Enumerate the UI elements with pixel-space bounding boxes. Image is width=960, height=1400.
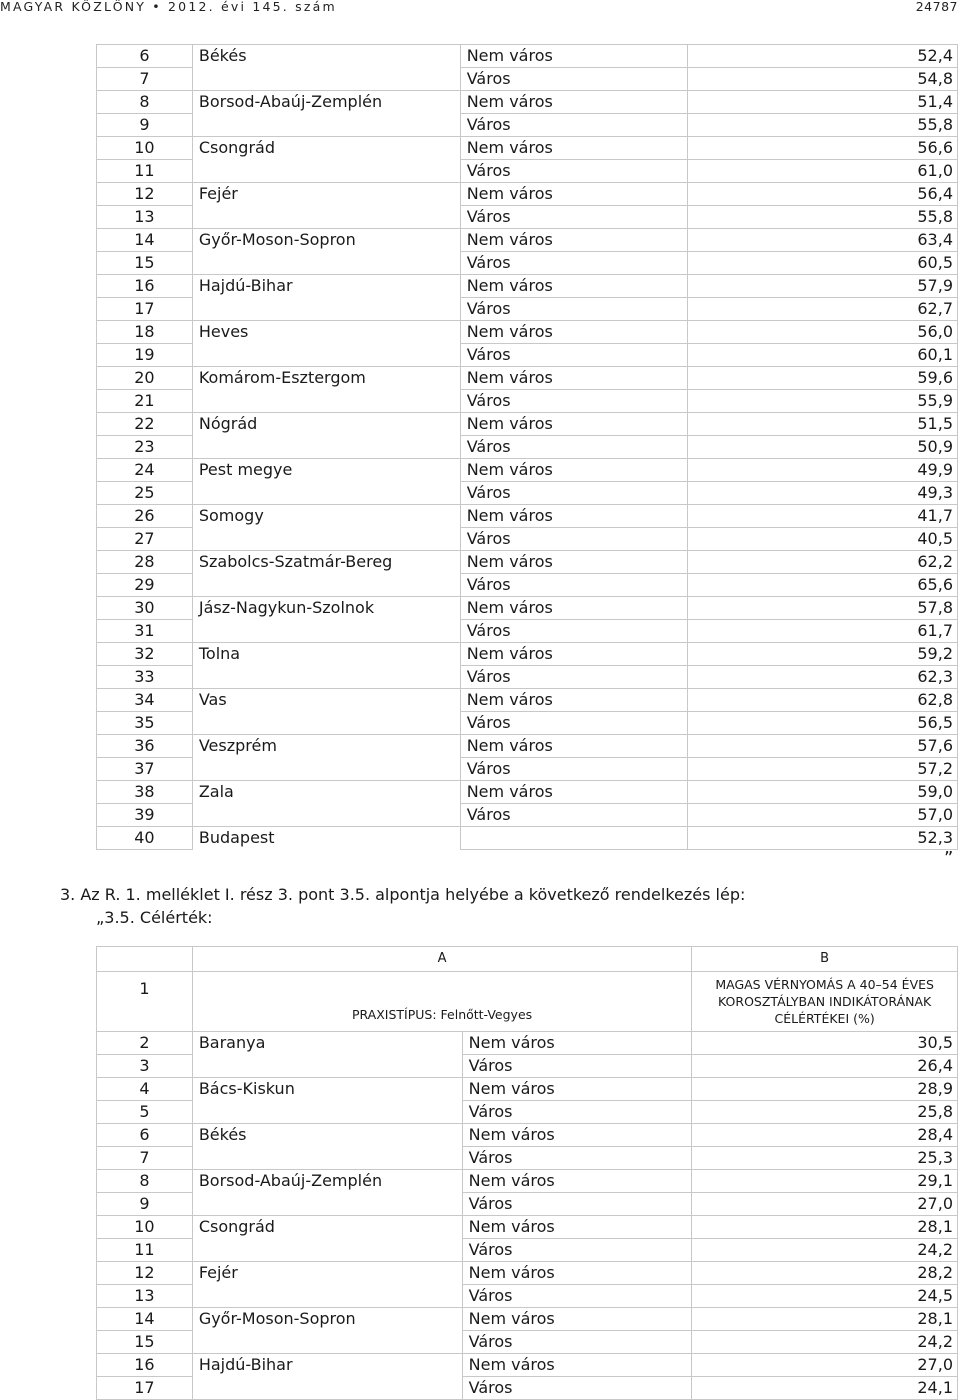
county-cell: Nógrád (192, 413, 460, 436)
county-cell: Hajdú-Bihar (192, 1354, 462, 1377)
value-cell: 24,1 (692, 1377, 958, 1400)
settlement-type-cell: Nem város (462, 1124, 692, 1147)
table-row (97, 1147, 958, 1170)
county-cell (192, 1285, 462, 1308)
table-row (97, 436, 958, 459)
page-header (0, 0, 960, 16)
row-number: 29 (97, 574, 193, 597)
value-cell: 55,8 (688, 114, 958, 137)
row-number: 14 (97, 1308, 193, 1331)
row-number: 17 (97, 298, 193, 321)
value-cell: 55,9 (688, 390, 958, 413)
county-cell (192, 1331, 462, 1354)
table-row (97, 1193, 958, 1216)
row-number: 18 (97, 321, 193, 344)
settlement-type-cell: Város (460, 114, 688, 137)
settlement-type-cell: Nem város (460, 183, 688, 206)
value-cell: 50,9 (688, 436, 958, 459)
settlement-type-cell: Nem város (460, 413, 688, 436)
table-row (97, 735, 958, 758)
table-row (97, 827, 958, 850)
table2-head (97, 947, 958, 1032)
table-row (97, 68, 958, 91)
row-number: 21 (97, 390, 193, 413)
row-number: 37 (97, 758, 193, 781)
settlement-type-cell: Város (460, 528, 688, 551)
row-number: 12 (97, 183, 193, 206)
value-cell: 27,0 (692, 1354, 958, 1377)
settlement-type-cell: Város (462, 1331, 692, 1354)
column-a-header: PRAXISTÍPUS: Felnőtt-Vegyes (192, 972, 691, 1032)
value-cell: 55,8 (688, 206, 958, 229)
county-cell: Vas (192, 689, 460, 712)
table-row (97, 45, 958, 68)
value-cell: 63,4 (688, 229, 958, 252)
value-cell: 62,2 (688, 551, 958, 574)
value-cell: 49,9 (688, 459, 958, 482)
value-cell: 24,5 (692, 1285, 958, 1308)
value-cell: 28,4 (692, 1124, 958, 1147)
table-row (97, 689, 958, 712)
county-cell: Békés (192, 45, 460, 68)
table2-body (97, 1032, 958, 1400)
row-number: 26 (97, 505, 193, 528)
value-cell: 57,2 (688, 758, 958, 781)
county-cell: Somogy (192, 505, 460, 528)
table-row (97, 252, 958, 275)
settlement-type-cell: Nem város (462, 1216, 692, 1239)
county-cell: Bács-Kiskun (192, 1078, 462, 1101)
settlement-type-cell: Város (462, 1285, 692, 1308)
row-number: 38 (97, 781, 193, 804)
value-cell: 57,6 (688, 735, 958, 758)
table-row (97, 712, 958, 735)
county-cell (192, 252, 460, 275)
settlement-type-cell: Város (460, 344, 688, 367)
row-number: 27 (97, 528, 193, 551)
row-number: 36 (97, 735, 193, 758)
row-number: 11 (97, 1239, 193, 1262)
value-cell: 52,4 (688, 45, 958, 68)
value-cell: 29,1 (692, 1170, 958, 1193)
county-cell: Budapest (192, 827, 460, 850)
county-cell: Fejér (192, 183, 460, 206)
table-row (97, 758, 958, 781)
row-number: 7 (97, 1147, 193, 1170)
county-cell: Heves (192, 321, 460, 344)
row-number: 5 (97, 1101, 193, 1124)
row-number: 10 (97, 137, 193, 160)
row-number: 23 (97, 436, 193, 459)
county-cell (192, 160, 460, 183)
value-cell: 56,4 (688, 183, 958, 206)
settlement-type-cell: Nem város (462, 1354, 692, 1377)
county-cell: Csongrád (192, 1216, 462, 1239)
county-cell (192, 344, 460, 367)
target-values-table-1 (96, 44, 958, 850)
page-number: 24787 (915, 0, 958, 14)
table-row (97, 206, 958, 229)
table-row (97, 1101, 958, 1124)
value-cell: 65,6 (688, 574, 958, 597)
table-row (97, 528, 958, 551)
county-cell (192, 1147, 462, 1170)
row-number: 6 (97, 1124, 193, 1147)
corner-cell (97, 947, 193, 972)
value-cell: 54,8 (688, 68, 958, 91)
county-cell (192, 114, 460, 137)
settlement-type-cell: Város (460, 758, 688, 781)
settlement-type-cell: Nem város (460, 91, 688, 114)
county-cell: Fejér (192, 1262, 462, 1285)
table-row (97, 597, 958, 620)
settlement-type-cell: Nem város (462, 1262, 692, 1285)
county-cell (192, 574, 460, 597)
table-row (97, 1216, 958, 1239)
table-row (97, 298, 958, 321)
county-cell (192, 436, 460, 459)
county-cell (192, 528, 460, 551)
row-number: 35 (97, 712, 193, 735)
table-row (97, 390, 958, 413)
table-row (97, 781, 958, 804)
table-row (97, 1124, 958, 1147)
table-row (97, 1354, 958, 1377)
value-cell: 57,0 (688, 804, 958, 827)
settlement-type-cell: Nem város (460, 137, 688, 160)
row-number: 34 (97, 689, 193, 712)
table-row (97, 321, 958, 344)
settlement-type-cell: Nem város (460, 45, 688, 68)
value-cell: 28,9 (692, 1078, 958, 1101)
value-cell: 59,2 (688, 643, 958, 666)
table1-body (97, 45, 958, 850)
county-cell (192, 620, 460, 643)
county-cell: Hajdú-Bihar (192, 275, 460, 298)
table-row (97, 1285, 958, 1308)
table-row (97, 1331, 958, 1354)
table-row (97, 344, 958, 367)
settlement-type-cell: Város (460, 804, 688, 827)
county-cell: Komárom-Esztergom (192, 367, 460, 390)
table-row (97, 1078, 958, 1101)
value-cell: 24,2 (692, 1331, 958, 1354)
row-number: 19 (97, 344, 193, 367)
table-row (97, 620, 958, 643)
county-cell: Győr-Moson-Sopron (192, 229, 460, 252)
value-cell: 56,0 (688, 321, 958, 344)
value-cell: 41,7 (688, 505, 958, 528)
closing-quote: ” (944, 848, 954, 869)
county-cell (192, 482, 460, 505)
settlement-type-cell: Nem város (462, 1032, 692, 1055)
row-number: 24 (97, 459, 193, 482)
table-row (97, 505, 958, 528)
value-cell: 51,4 (688, 91, 958, 114)
value-cell: 51,5 (688, 413, 958, 436)
table-row (97, 367, 958, 390)
table-row (97, 482, 958, 505)
table-row (97, 229, 958, 252)
table-row (97, 459, 958, 482)
county-cell (192, 712, 460, 735)
value-cell: 24,2 (692, 1239, 958, 1262)
table-row (97, 1032, 958, 1055)
settlement-type-cell: Nem város (460, 367, 688, 390)
settlement-type-cell: Város (460, 436, 688, 459)
row-number: 16 (97, 1354, 193, 1377)
table-row (97, 137, 958, 160)
value-cell: 61,7 (688, 620, 958, 643)
value-cell: 62,8 (688, 689, 958, 712)
value-cell: 59,6 (688, 367, 958, 390)
county-cell: Tolna (192, 643, 460, 666)
table-row (97, 275, 958, 298)
settlement-type-cell: Nem város (460, 505, 688, 528)
row-number: 9 (97, 1193, 193, 1216)
table-row (97, 1377, 958, 1400)
table-row (97, 183, 958, 206)
settlement-type-cell: Nem város (460, 551, 688, 574)
table-row (97, 1170, 958, 1193)
value-cell: 40,5 (688, 528, 958, 551)
value-cell: 62,3 (688, 666, 958, 689)
county-cell (192, 298, 460, 321)
value-cell: 59,0 (688, 781, 958, 804)
table2-letter-row (97, 947, 958, 972)
table-row (97, 114, 958, 137)
row-number: 40 (97, 827, 193, 850)
settlement-type-cell: Nem város (460, 275, 688, 298)
value-cell: 52,3 (688, 827, 958, 850)
county-cell: Pest megye (192, 459, 460, 482)
row-number: 4 (97, 1078, 193, 1101)
county-cell: Zala (192, 781, 460, 804)
table-row (97, 551, 958, 574)
county-cell: Békés (192, 1124, 462, 1147)
county-cell: Győr-Moson-Sopron (192, 1308, 462, 1331)
settlement-type-cell: Nem város (460, 459, 688, 482)
table-row (97, 91, 958, 114)
value-cell: 57,9 (688, 275, 958, 298)
settlement-type-cell: Nem város (462, 1078, 692, 1101)
row-number: 7 (97, 68, 193, 91)
settlement-type-cell: Város (460, 666, 688, 689)
row-number: 8 (97, 91, 193, 114)
journal-title: MAGYAR KÖZLÖNY • 2012. évi 145. szám (0, 0, 337, 14)
table-row (97, 1239, 958, 1262)
settlement-type-cell: Város (462, 1239, 692, 1262)
row-number: 31 (97, 620, 193, 643)
settlement-type-cell: Város (460, 712, 688, 735)
settlement-type-cell: Város (462, 1055, 692, 1078)
county-cell (192, 206, 460, 229)
value-cell: 25,8 (692, 1101, 958, 1124)
county-cell: Baranya (192, 1032, 462, 1055)
county-cell (192, 390, 460, 413)
county-cell (192, 1239, 462, 1262)
county-cell: Szabolcs-Szatmár-Bereg (192, 551, 460, 574)
settlement-type-cell: Város (460, 252, 688, 275)
row-number: 13 (97, 1285, 193, 1308)
row-number: 39 (97, 804, 193, 827)
row-number: 11 (97, 160, 193, 183)
settlement-type-cell: Város (462, 1193, 692, 1216)
value-cell: 60,1 (688, 344, 958, 367)
settlement-type-cell: Város (460, 620, 688, 643)
settlement-type-cell: Nem város (460, 689, 688, 712)
row-number: 14 (97, 229, 193, 252)
county-cell (192, 758, 460, 781)
column-a-letter: A (192, 947, 691, 972)
row-number: 15 (97, 252, 193, 275)
value-cell: 28,1 (692, 1308, 958, 1331)
settlement-type-cell: Nem város (460, 597, 688, 620)
county-cell: Borsod-Abaúj-Zemplén (192, 1170, 462, 1193)
row-number: 33 (97, 666, 193, 689)
row-number: 8 (97, 1170, 193, 1193)
table-row (97, 1308, 958, 1331)
settlement-type-cell: Város (462, 1147, 692, 1170)
table-row (97, 643, 958, 666)
header-row-number: 1 (97, 972, 193, 1032)
settlement-type-cell: Nem város (462, 1170, 692, 1193)
county-cell: Veszprém (192, 735, 460, 758)
county-cell (192, 1055, 462, 1078)
section-heading: „3.5. Célérték: (96, 908, 213, 927)
county-cell (192, 666, 460, 689)
settlement-type-cell: Város (460, 206, 688, 229)
table-row (97, 1262, 958, 1285)
settlement-type-cell: Nem város (462, 1308, 692, 1331)
settlement-type-cell: Város (460, 298, 688, 321)
row-number: 3 (97, 1055, 193, 1078)
settlement-type-cell: Nem város (460, 781, 688, 804)
value-cell: 49,3 (688, 482, 958, 505)
row-number: 32 (97, 643, 193, 666)
settlement-type-cell: Nem város (460, 643, 688, 666)
row-number: 12 (97, 1262, 193, 1285)
row-number: 22 (97, 413, 193, 436)
settlement-type-cell (460, 827, 688, 850)
settlement-type-cell: Város (462, 1377, 692, 1400)
county-cell (192, 1101, 462, 1124)
settlement-type-cell: Város (460, 160, 688, 183)
settlement-type-cell: Város (462, 1101, 692, 1124)
value-cell: 60,5 (688, 252, 958, 275)
value-cell: 56,5 (688, 712, 958, 735)
amendment-paragraph: 3. Az R. 1. melléklet I. rész 3. pont 3.5. alpontja helyébe a következő rendelkezés lép: (60, 885, 746, 904)
value-cell: 25,3 (692, 1147, 958, 1170)
row-number: 30 (97, 597, 193, 620)
row-number: 15 (97, 1331, 193, 1354)
table2-header-row (97, 972, 958, 1032)
county-cell (192, 68, 460, 91)
settlement-type-cell: Nem város (460, 735, 688, 758)
county-cell (192, 804, 460, 827)
settlement-type-cell: Város (460, 68, 688, 91)
settlement-type-cell: Város (460, 390, 688, 413)
table-row (97, 666, 958, 689)
row-number: 13 (97, 206, 193, 229)
county-cell: Jász-Nagykun-Szolnok (192, 597, 460, 620)
settlement-type-cell: Város (460, 482, 688, 505)
row-number: 20 (97, 367, 193, 390)
county-cell (192, 1377, 462, 1400)
row-number: 28 (97, 551, 193, 574)
row-number: 6 (97, 45, 193, 68)
table-row (97, 413, 958, 436)
value-cell: 57,8 (688, 597, 958, 620)
settlement-type-cell: Város (460, 574, 688, 597)
value-cell: 28,1 (692, 1216, 958, 1239)
value-cell: 61,0 (688, 160, 958, 183)
value-cell: 28,2 (692, 1262, 958, 1285)
value-cell: 62,7 (688, 298, 958, 321)
column-b-header: MAGAS VÉRNYOMÁS A 40–54 ÉVES KOROSZTÁLYBAN INDIKÁTORÁNAK CÉLÉRTÉKEI (%) (692, 972, 958, 1032)
county-cell: Borsod-Abaúj-Zemplén (192, 91, 460, 114)
settlement-type-cell: Nem város (460, 321, 688, 344)
row-number: 25 (97, 482, 193, 505)
value-cell: 30,5 (692, 1032, 958, 1055)
table-row (97, 574, 958, 597)
value-cell: 27,0 (692, 1193, 958, 1216)
settlement-type-cell: Nem város (460, 229, 688, 252)
target-values-table-2 (96, 946, 958, 1400)
row-number: 2 (97, 1032, 193, 1055)
row-number: 16 (97, 275, 193, 298)
value-cell: 56,6 (688, 137, 958, 160)
table-row (97, 160, 958, 183)
county-cell (192, 1193, 462, 1216)
table-row (97, 1055, 958, 1078)
row-number: 10 (97, 1216, 193, 1239)
row-number: 17 (97, 1377, 193, 1400)
column-b-letter: B (692, 947, 958, 972)
value-cell: 26,4 (692, 1055, 958, 1078)
row-number: 9 (97, 114, 193, 137)
table-row (97, 804, 958, 827)
county-cell: Csongrád (192, 137, 460, 160)
